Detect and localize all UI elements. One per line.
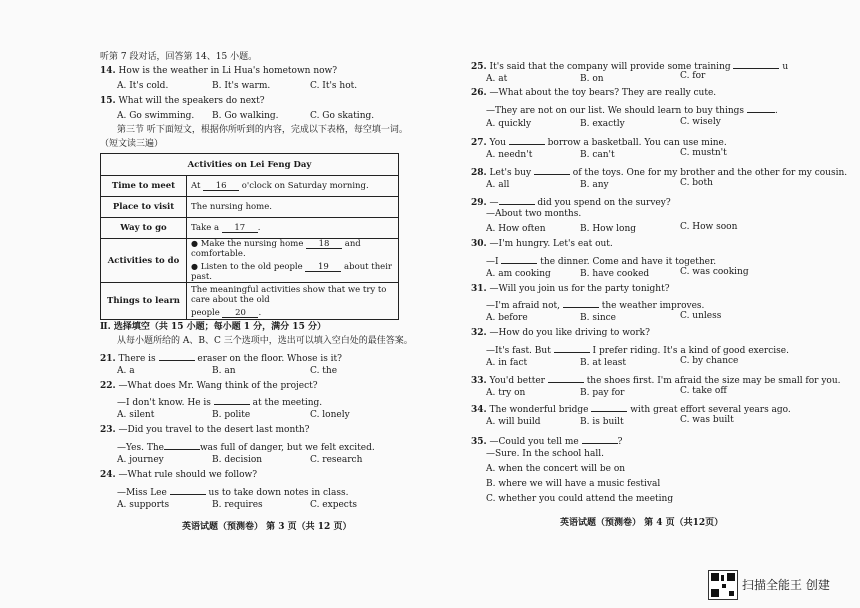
q30-option-b: B. have cooked xyxy=(580,269,650,279)
question-27: 27. You borrow a basketball. You can use mine. xyxy=(471,135,727,149)
q21-option-b: B. an xyxy=(212,366,236,376)
q25-option-a: A. at xyxy=(486,74,508,84)
blank-21 xyxy=(159,351,195,361)
q24-option-b: B. requires xyxy=(212,500,263,510)
q35-option-b: B. where we will have a music festival xyxy=(486,479,661,489)
question-24: 24. —What rule should we follow? xyxy=(100,470,258,480)
q24-option-c: C. expects xyxy=(310,500,358,510)
q23-line2: —Yes. The was full of danger, but we felt excited. xyxy=(117,440,375,454)
blank-26 xyxy=(747,103,775,113)
q27-option-c: C. mustn't xyxy=(680,148,727,158)
q22-line2: —I don't know. He is at the meeting. xyxy=(117,395,322,409)
question-33: 33. You'd better the shoes first. I'm afraid the size may be small for you. xyxy=(471,373,841,387)
q22-option-b: B. polite xyxy=(212,410,251,420)
row-time: At 16 o'clock on Saturday morning. xyxy=(187,176,399,197)
blank-31 xyxy=(563,298,599,308)
blank-23 xyxy=(164,440,200,450)
part2-instructions: 从每小题所给的 A、B、C 三个选项中，选出可以填入空白处的最佳答案。 xyxy=(117,336,413,346)
row-place: The nursing home. xyxy=(187,197,399,218)
q24-option-a: A. supports xyxy=(117,500,170,510)
q30-option-a: A. am cooking xyxy=(486,269,551,279)
q31-line2: —I'm afraid not, the weather improves. xyxy=(486,298,704,312)
q29-option-b: B. How long xyxy=(580,224,637,234)
question-15 xyxy=(100,96,265,107)
row-head-learn: Things to learn xyxy=(101,283,187,320)
blank-16: 16 xyxy=(203,181,239,191)
blank-27 xyxy=(509,135,545,145)
blank-32 xyxy=(554,343,590,353)
blank-28 xyxy=(534,165,570,175)
blank-29 xyxy=(499,195,535,205)
part2-header: Ⅱ. 选择填空（共 15 小题；每小题 1 分，满分 15 分） xyxy=(100,322,326,332)
q27-option-b: B. can't xyxy=(580,150,615,160)
row-way: Take a 17 . xyxy=(187,218,399,239)
q23-option-a: A. journey xyxy=(117,455,164,465)
q35-option-c: C. whether you could attend the meeting xyxy=(486,494,674,504)
q28-option-c: C. both xyxy=(680,178,713,188)
q28-option-a: A. all xyxy=(486,180,510,190)
q32-line2: —It's fast. But I prefer riding. It's a kind of good exercise. xyxy=(486,343,789,357)
q15-number: 15. xyxy=(100,96,116,106)
q30-option-c: C. was cooking xyxy=(680,267,749,277)
row-head-way: Way to go xyxy=(101,218,187,239)
footer-page-4: 英语试题（预测卷） 第 4 页（共12页） xyxy=(560,518,724,528)
blank-18: 18 xyxy=(306,239,342,249)
q30-line2: —I the dinner. Come and have it together. xyxy=(486,254,716,268)
q31-option-c: C. unless xyxy=(680,311,722,321)
question-29: 29. — did you spend on the survey? xyxy=(471,195,671,209)
q32-option-b: B. at least xyxy=(580,358,626,368)
bullet-icon: ● xyxy=(191,239,198,248)
question-35: 35. —Could you tell me ? xyxy=(471,434,622,448)
q23-option-b: B. decision xyxy=(212,455,263,465)
q32-option-c: C. by chance xyxy=(680,356,739,366)
blank-24 xyxy=(170,485,206,495)
blank-25 xyxy=(733,59,779,69)
row-head-activities: Activities to do xyxy=(101,239,187,283)
question-21: 21. There is eraser on the floor. Whose is it? xyxy=(100,351,342,365)
row-head-place: Place to visit xyxy=(101,197,187,218)
question-32: 32. —How do you like driving to work? xyxy=(471,328,650,338)
blank-34 xyxy=(591,402,627,412)
blank-19: 19 xyxy=(305,262,341,272)
q29-option-c: C. How soon xyxy=(680,222,738,232)
row-head-time: Time to meet xyxy=(101,176,187,197)
q26-option-a: A. quickly xyxy=(486,119,532,129)
question-34: 34. The wonderful bridge with great effort several years ago. xyxy=(471,402,791,416)
scanner-watermark: 扫描全能王 创建 xyxy=(742,578,830,592)
question-23: 23. —Did you travel to the desert last month? xyxy=(100,425,310,435)
blank-22 xyxy=(214,395,250,405)
blank-20: 20 xyxy=(222,308,258,318)
q33-option-b: B. pay for xyxy=(580,388,625,398)
question-31: 31. —Will you join us for the party tonight? xyxy=(471,284,670,294)
q15-option-c: C. Go skating. xyxy=(310,111,375,121)
q14-option-c: C. It's hot. xyxy=(310,81,358,91)
q21-option-c: C. the xyxy=(310,366,338,376)
q21-option-a: A. a xyxy=(117,366,135,376)
q22-option-c: C. lonely xyxy=(310,410,350,420)
question-26: 26. —What about the toy bears? They are really cute. xyxy=(471,88,717,98)
q14-option-a: A. It's cold. xyxy=(117,81,169,91)
q14-number: 14. xyxy=(100,66,116,76)
q33-option-c: C. take off xyxy=(680,386,727,396)
q14-stem: How is the weather in Li Hua's hometown now? xyxy=(118,66,338,76)
q27-option-a: A. needn't xyxy=(486,150,533,160)
blank-33 xyxy=(548,373,584,383)
q35-option-a: A. when the concert will be on xyxy=(486,464,626,474)
q15-stem: What will the speakers do next? xyxy=(118,96,265,106)
question-22: 22. —What does Mr. Wang think of the project? xyxy=(100,381,318,391)
question-28: 28. Let's buy of the toys. One for my brother and the other for my cousin. xyxy=(471,165,847,179)
q14-option-b: B. It's warm. xyxy=(212,81,271,91)
bullet-icon: ● xyxy=(191,262,198,271)
section3-header: 第三节 听下面短文，根据你所听到的内容，完成以下表格，每空填一词。 xyxy=(117,125,408,135)
q34-option-c: C. was built xyxy=(680,415,734,425)
q31-option-b: B. since xyxy=(580,313,616,323)
q26-line2: —They are not on our list. We should learn to buy things . xyxy=(486,103,778,117)
q26-option-c: C. wisely xyxy=(680,117,721,127)
q35-line2: —Sure. In the school hall. xyxy=(486,449,604,459)
section3-note: （短文读三遍） xyxy=(100,139,164,149)
q28-option-b: B. any xyxy=(580,180,609,190)
q23-option-c: C. research xyxy=(310,455,363,465)
q15-option-b: B. Go walking. xyxy=(212,111,279,121)
q15-option-a: A. Go swimming. xyxy=(117,111,195,121)
q29-line2: —About two months. xyxy=(486,209,582,219)
question-30: 30. —I'm hungry. Let's eat out. xyxy=(471,239,613,249)
question-14 xyxy=(100,66,337,77)
dialog7-header: 听第 7 段对话，回答第 14、15 小题。 xyxy=(100,52,258,62)
row-learn: The meaningful activities show that we try to care about the old people 20 . xyxy=(187,283,399,320)
blank-17: 17 xyxy=(222,223,258,233)
activities-table xyxy=(100,153,399,320)
q26-option-b: B. exactly xyxy=(580,119,625,129)
qr-code-icon xyxy=(708,570,738,600)
blank-30 xyxy=(501,254,537,264)
q22-option-a: A. silent xyxy=(117,410,155,420)
q31-option-a: A. before xyxy=(486,313,528,323)
row-activities: ● Make the nursing home 18 and comfortable. ● Listen to the old people 19 about their past. xyxy=(187,239,399,283)
blank-35 xyxy=(582,434,618,444)
q32-option-a: A. in fact xyxy=(486,358,528,368)
question-25: 25. It's said that the company will provide some training u xyxy=(471,59,788,73)
q34-option-b: B. is built xyxy=(580,417,624,427)
q24-line2: —Miss Lee us to take down notes in class. xyxy=(117,485,348,499)
q25-option-b: B. on xyxy=(580,74,604,84)
q29-option-a: A. How often xyxy=(486,224,546,234)
q33-option-a: A. try on xyxy=(486,388,526,398)
table-caption: Activities on Lei Feng Day xyxy=(101,154,399,176)
q25-option-c: C. for xyxy=(680,71,706,81)
footer-page-3: 英语试题（预测卷） 第 3 页（共 12 页） xyxy=(182,522,352,532)
q34-option-a: A. will build xyxy=(486,417,541,427)
